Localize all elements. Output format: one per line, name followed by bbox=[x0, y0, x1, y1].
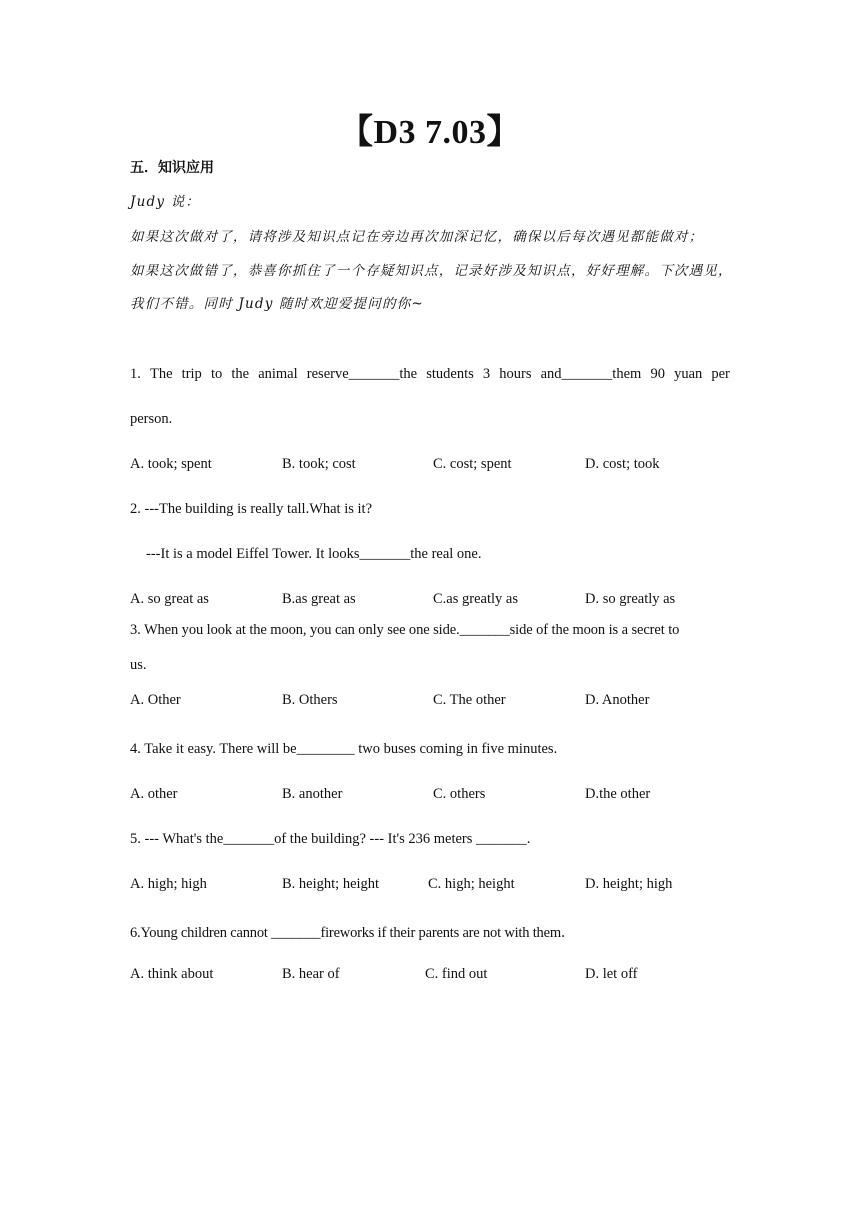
note-author-line: Judy 说： bbox=[130, 194, 201, 210]
option-a: A. took; spent bbox=[130, 456, 212, 472]
word: hours bbox=[499, 366, 532, 382]
question-4-options bbox=[130, 786, 730, 808]
option-d: D. height; high bbox=[585, 876, 673, 892]
option-b: B. Others bbox=[282, 692, 338, 708]
word: per bbox=[711, 366, 730, 382]
question-6-line-1: 6.Young children cannot _______fireworks if their parents are not with them． bbox=[130, 925, 576, 941]
question-5-options bbox=[130, 876, 730, 898]
option-c: C. high; height bbox=[428, 876, 515, 892]
option-c: C.as greatly as bbox=[433, 591, 518, 607]
word: The bbox=[150, 366, 173, 382]
question-2-line-1: 2. ---The building is really tall.What is it? bbox=[130, 501, 373, 517]
word: the bbox=[231, 366, 250, 382]
word: animal bbox=[258, 366, 298, 382]
word: 1. bbox=[130, 366, 141, 382]
option-a: A. so great as bbox=[130, 591, 209, 607]
option-c: C. others bbox=[433, 786, 486, 802]
option-b: B.as great as bbox=[282, 591, 356, 607]
note-line: 我们不错。同时 Judy 随时欢迎爱提问的你~ bbox=[130, 296, 424, 312]
option-d: D. cost; took bbox=[585, 456, 660, 472]
question-6-options bbox=[130, 966, 730, 988]
word: 90 bbox=[650, 366, 665, 382]
note-line: 如果这次做对了，请将涉及知识点记在旁边再次加深记忆，确保以后每次遇见都能做对； bbox=[130, 229, 704, 245]
option-d: D. let off bbox=[585, 966, 638, 982]
note-line: 如果这次做错了，恭喜你抓住了一个存疑知识点，记录好涉及知识点，好好理解。下次遇见， bbox=[130, 263, 733, 279]
option-c: C. find out bbox=[425, 966, 488, 982]
question-2-line-2: ---It is a model Eiffel Tower. It looks_______the real one. bbox=[146, 546, 482, 562]
option-b: B. another bbox=[282, 786, 343, 802]
word: students bbox=[426, 366, 474, 382]
word: trip bbox=[181, 366, 202, 382]
option-d: D.the other bbox=[585, 786, 651, 802]
option-d: D. Another bbox=[585, 692, 650, 708]
option-b: B. height; height bbox=[282, 876, 380, 892]
option-c: C. cost; spent bbox=[433, 456, 512, 472]
option-c: C. The other bbox=[433, 692, 506, 708]
option-a: A. other bbox=[130, 786, 178, 802]
word: reserve_______the bbox=[306, 366, 418, 382]
question-1-line-2: person. bbox=[130, 411, 173, 427]
word: to bbox=[210, 366, 223, 382]
question-4-line-1: 4. Take it easy. There will be________ two buses coming in five minutes. bbox=[130, 741, 558, 757]
option-d: D. so greatly as bbox=[585, 591, 676, 607]
option-a: A. Other bbox=[130, 692, 181, 708]
page-title: 【D3 7.03】 bbox=[338, 114, 522, 151]
word: 3 bbox=[482, 366, 491, 382]
option-b: B. hear of bbox=[282, 966, 340, 982]
question-5-line-1: 5. --- What's the_______of the building? --- It's 236 meters _______. bbox=[130, 831, 531, 847]
section-heading: 五．知识应用 bbox=[130, 160, 214, 176]
question-3-line-1: 3. When you look at the moon, you can only see one side._______side of the moon is a secret to bbox=[130, 622, 680, 638]
word: yuan bbox=[674, 366, 703, 382]
question-2-options bbox=[130, 591, 730, 613]
option-b: B. took; cost bbox=[282, 456, 356, 472]
question-1-options bbox=[130, 456, 730, 478]
word: and_______them bbox=[540, 366, 642, 382]
question-1-line-1 bbox=[130, 366, 730, 383]
option-a: A. high; high bbox=[130, 876, 207, 892]
question-3-options bbox=[130, 692, 730, 714]
question-3-line-2: us. bbox=[130, 657, 147, 673]
option-a: A. think about bbox=[130, 966, 214, 982]
